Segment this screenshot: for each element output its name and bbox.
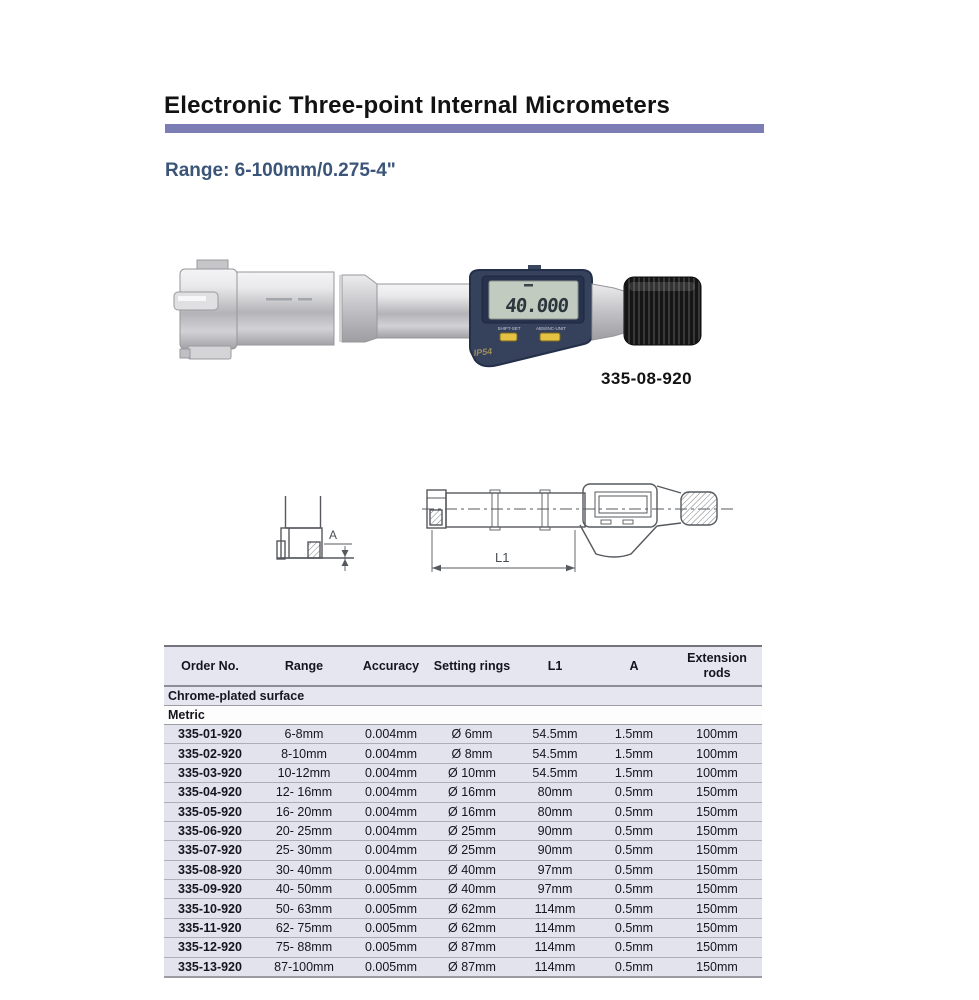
- table-cell: 335-08-920: [164, 860, 256, 879]
- table-cell: 54.5mm: [514, 763, 596, 782]
- table-cell: Ø 40mm: [430, 860, 514, 879]
- table-cell: 150mm: [672, 938, 762, 957]
- table-cell: 0.5mm: [596, 802, 672, 821]
- table-cell: Ø 8mm: [430, 744, 514, 763]
- table-cell: 0.005mm: [352, 918, 430, 937]
- table-cell: 335-13-920: [164, 957, 256, 977]
- table-cell: 97mm: [514, 880, 596, 899]
- table-cell: 1.5mm: [596, 763, 672, 782]
- table-cell: 335-04-920: [164, 783, 256, 802]
- table-group-row: [164, 706, 762, 725]
- table-cell: 80mm: [514, 783, 596, 802]
- table-cell: 335-07-920: [164, 841, 256, 860]
- table-cell: Ø 87mm: [430, 938, 514, 957]
- table-row: [164, 802, 762, 821]
- head-bottom-lug: [180, 349, 190, 358]
- table-row: [164, 725, 762, 744]
- table-cell: 335-10-920: [164, 899, 256, 918]
- collar: [592, 284, 624, 340]
- table-cell: 0.004mm: [352, 802, 430, 821]
- sleeve-engraving-mark: [298, 298, 312, 301]
- sleeve: [237, 272, 334, 345]
- column-header: Setting rings: [430, 646, 514, 686]
- table-cell: 0.005mm: [352, 957, 430, 977]
- table-cell: 40- 50mm: [256, 880, 352, 899]
- table-cell: 100mm: [672, 725, 762, 744]
- shift-set-button[interactable]: [500, 333, 517, 341]
- table-group-row: [164, 686, 762, 706]
- table-row: [164, 821, 762, 840]
- table-cell: 12- 16mm: [256, 783, 352, 802]
- table-cell: 335-05-920: [164, 802, 256, 821]
- table-cell: 87-100mm: [256, 957, 352, 977]
- end-view-drawing: [277, 496, 354, 571]
- measuring-tube: [377, 284, 478, 338]
- table-cell: 0.004mm: [352, 725, 430, 744]
- table-cell: 54.5mm: [514, 725, 596, 744]
- table-cell: 150mm: [672, 841, 762, 860]
- table-cell: 335-02-920: [164, 744, 256, 763]
- table-cell: 150mm: [672, 918, 762, 937]
- table-row: [164, 957, 762, 977]
- table-cell: 335-11-920: [164, 918, 256, 937]
- table-cell: Ø 87mm: [430, 957, 514, 977]
- column-header: L1: [514, 646, 596, 686]
- table-cell: 75- 88mm: [256, 938, 352, 957]
- abs-inc-unit-button[interactable]: [540, 333, 560, 341]
- product-model-label: 335-08-920: [601, 369, 692, 388]
- table-cell: 90mm: [514, 821, 596, 840]
- table-cell: 150mm: [672, 860, 762, 879]
- table-cell: 25- 30mm: [256, 841, 352, 860]
- table-cell: 8-10mm: [256, 744, 352, 763]
- table-cell: 0.004mm: [352, 744, 430, 763]
- table-cell: 114mm: [514, 899, 596, 918]
- table-row: [164, 880, 762, 899]
- page-title: Electronic Three-point Internal Micrometers: [164, 92, 671, 119]
- table-row: [164, 899, 762, 918]
- abs-inc-unit-label: ABS/INC-UNIT: [535, 326, 567, 331]
- table-cell: 150mm: [672, 880, 762, 899]
- table-cell: 50- 63mm: [256, 899, 352, 918]
- table-cell: Ø 16mm: [430, 802, 514, 821]
- side-view-drawing: [422, 484, 733, 572]
- table-cell: 0.004mm: [352, 821, 430, 840]
- table-cell: 0.005mm: [352, 880, 430, 899]
- group-row-label: Chrome-plated surface: [164, 686, 762, 706]
- lcd-annunciator: [524, 284, 533, 287]
- title-underline-bar: [165, 124, 764, 133]
- table-cell: 6-8mm: [256, 725, 352, 744]
- table-cell: 0.5mm: [596, 860, 672, 879]
- table-cell: 0.5mm: [596, 899, 672, 918]
- table-cell: 1.5mm: [596, 744, 672, 763]
- table-cell: Ø 40mm: [430, 880, 514, 899]
- table-row: [164, 744, 762, 763]
- tip-highlight: [178, 296, 206, 301]
- table-cell: Ø 25mm: [430, 841, 514, 860]
- table-cell: 97mm: [514, 860, 596, 879]
- table-cell: Ø 16mm: [430, 783, 514, 802]
- group-row-label: Metric: [164, 706, 762, 725]
- column-header: Range: [256, 646, 352, 686]
- column-header: Extension rods: [672, 646, 762, 686]
- table-row: [164, 860, 762, 879]
- table-cell: 150mm: [672, 802, 762, 821]
- shift-set-label: SHIFT-SET: [497, 326, 521, 331]
- table-cell: 100mm: [672, 763, 762, 782]
- table-cell: 0.004mm: [352, 841, 430, 860]
- table-cell: 114mm: [514, 918, 596, 937]
- table-cell: 54.5mm: [514, 744, 596, 763]
- table-row: [164, 918, 762, 937]
- column-header: Order No.: [164, 646, 256, 686]
- table-cell: 1.5mm: [596, 725, 672, 744]
- dim-l1-label: L1: [495, 550, 510, 565]
- ip-rating-label: IP54: [473, 346, 493, 358]
- table-cell: 0.5mm: [596, 821, 672, 840]
- table-cell: Ø 6mm: [430, 725, 514, 744]
- table-cell: 0.5mm: [596, 918, 672, 937]
- table-row: [164, 783, 762, 802]
- table-cell: 30- 40mm: [256, 860, 352, 879]
- table-cell: 90mm: [514, 841, 596, 860]
- table-cell: 0.5mm: [596, 957, 672, 977]
- table-cell: 335-03-920: [164, 763, 256, 782]
- table-cell: Ø 62mm: [430, 918, 514, 937]
- table-cell: 335-12-920: [164, 938, 256, 957]
- table-cell: 0.5mm: [596, 841, 672, 860]
- table-cell: 0.5mm: [596, 783, 672, 802]
- table-cell: Ø 62mm: [430, 899, 514, 918]
- spec-table: [164, 645, 762, 978]
- table-cell: 10-12mm: [256, 763, 352, 782]
- table-cell: 114mm: [514, 938, 596, 957]
- table-cell: 150mm: [672, 821, 762, 840]
- table-cell: 0.5mm: [596, 880, 672, 899]
- table-cell: 0.004mm: [352, 783, 430, 802]
- table-row: [164, 841, 762, 860]
- sleeve-engraving-mark: [266, 298, 292, 301]
- table-cell: Ø 25mm: [430, 821, 514, 840]
- table-cell: 80mm: [514, 802, 596, 821]
- head-bottom-tab: [188, 346, 231, 359]
- table-cell: 150mm: [672, 899, 762, 918]
- table-cell: 150mm: [672, 957, 762, 977]
- table-cell: 150mm: [672, 783, 762, 802]
- technical-diagram: [255, 468, 800, 605]
- range-label: Range: 6-100mm/0.275-4": [165, 160, 396, 181]
- table-cell: 335-01-920: [164, 725, 256, 744]
- table-cell: 0.5mm: [596, 938, 672, 957]
- dim-a-label: A: [329, 528, 338, 542]
- column-header: Accuracy: [352, 646, 430, 686]
- table-cell: 20- 25mm: [256, 821, 352, 840]
- table-cell: 0.004mm: [352, 860, 430, 879]
- table-row: [164, 763, 762, 782]
- table-cell: 100mm: [672, 744, 762, 763]
- lcd-value: 40.000: [504, 295, 570, 317]
- table-cell: 0.004mm: [352, 763, 430, 782]
- table-cell: 335-09-920: [164, 880, 256, 899]
- table-cell: 16- 20mm: [256, 802, 352, 821]
- table-cell: 0.005mm: [352, 899, 430, 918]
- column-header: A: [596, 646, 672, 686]
- knob-highlight: [629, 282, 695, 291]
- table-cell: 0.005mm: [352, 938, 430, 957]
- table-cell: 62- 75mm: [256, 918, 352, 937]
- table-cell: 114mm: [514, 957, 596, 977]
- table-header-row: [164, 646, 762, 686]
- table-cell: Ø 10mm: [430, 763, 514, 782]
- table-cell: 335-06-920: [164, 821, 256, 840]
- table-row: [164, 938, 762, 957]
- taper-section: [342, 275, 377, 342]
